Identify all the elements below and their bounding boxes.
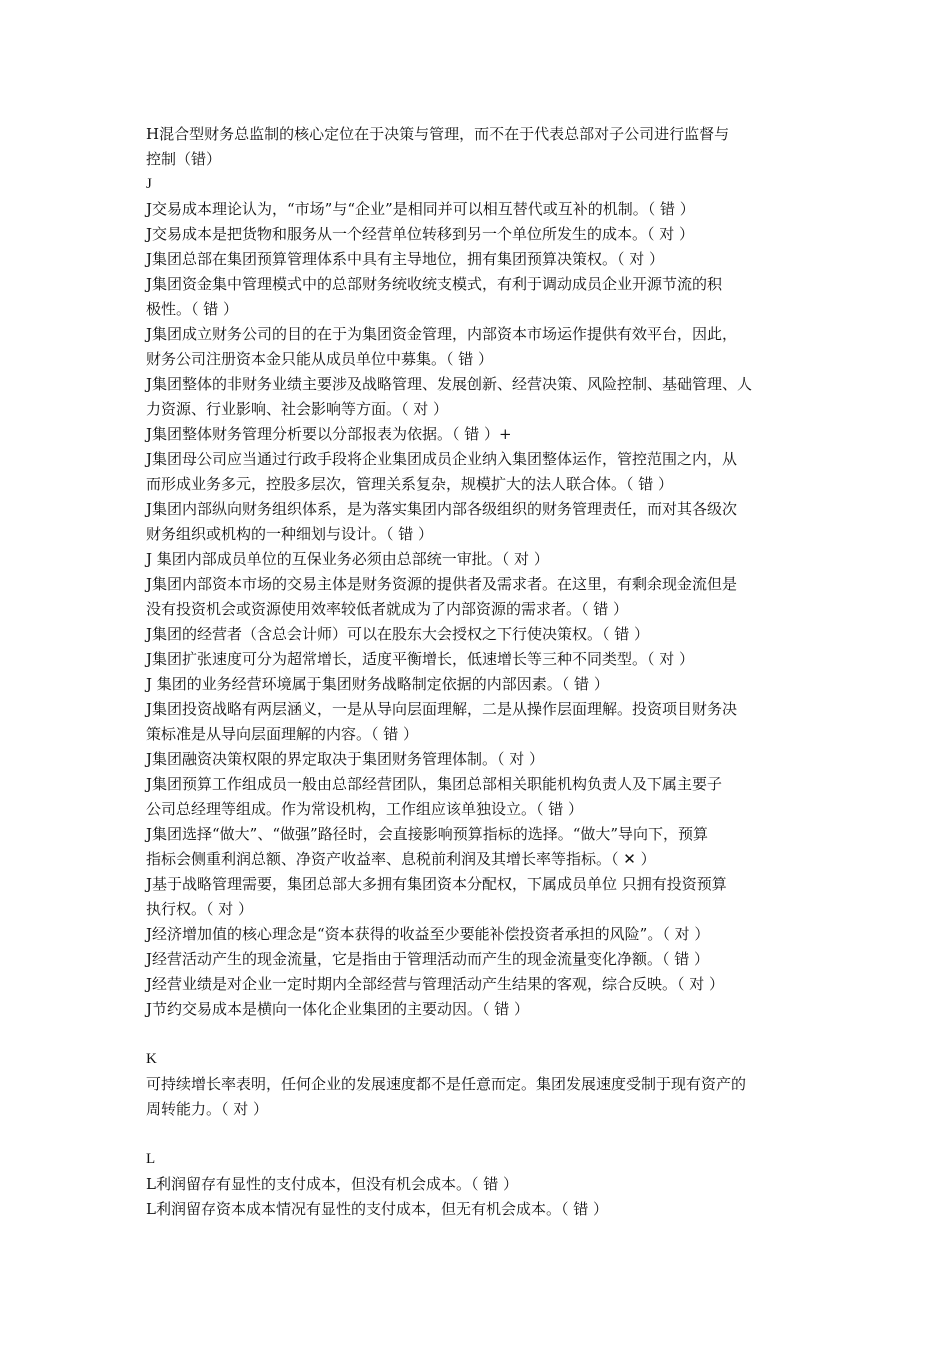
text-line: J集团整体的非财务业绩主要涉及战略管理、发展创新、经营决策、风险控制、基础管理、人: [146, 375, 753, 393]
text-line: 财务公司注册资本金只能从成员单位中募集。（ 错 ）: [146, 350, 494, 368]
text-line: J集团整体财务管理分析要以分部报表为依据。（ 错 ）+: [146, 425, 512, 443]
text-line: 控制（错）: [146, 150, 222, 168]
text-line: J经济增加值的核心理念是“资本获得的收益至少要能补偿投资者承担的风险”。（ 对 ）: [146, 925, 710, 943]
text-line: J经营业绩是对企业一定时期内全部经营与管理活动产生结果的客观，综合反映。（ 对 ）: [146, 975, 725, 993]
text-line: J集团总部在集团预算管理体系中具有主导地位，拥有集团预算决策权。（ 对 ）: [146, 250, 665, 268]
text-line: J基于战略管理需要，集团总部大多拥有集团资本分配权，下属成员单位 只拥有投资预算: [146, 875, 727, 893]
text-line: J交易成本理论认为，“市场”与“企业”是相同并可以相互替代或互补的机制。（ 错 ）: [146, 200, 695, 218]
text-line: J集团成立财务公司的目的在于为集团资金管理，内部资本市场运作提供有效平台，因此，: [146, 325, 738, 343]
text-line: L利润留存资本成本情况有显性的支付成本，但无有机会成本。（ 错 ）: [146, 1200, 609, 1218]
text-line: J集团选择“做大”、“做强”路径时，会直接影响预算指标的选择。“做大”导向下，预算: [146, 825, 709, 843]
text-line: 财务组织或机构的一种细划与设计。（ 错 ）: [146, 525, 434, 543]
text-line: J节约交易成本是横向一体化企业集团的主要动因。（ 错 ）: [146, 1000, 530, 1018]
text-line: 公司总经理等组成。作为常设机构，工作组应该单独设立。（ 错 ）: [146, 800, 584, 818]
text-line: 周转能力。（ 对 ）: [146, 1100, 269, 1118]
text-line: J集团母公司应当通过行政手段将企业集团成员企业纳入集团整体运作，管控范围之内，从: [146, 450, 738, 468]
text-line: 没有投资机会或资源使用效率较低者就成为了内部资源的需求者。（ 错 ）: [146, 600, 629, 618]
text-line: J集团内部资本市场的交易主体是财务资源的提供者及需求者。在这里，有剩余现金流但是: [146, 575, 738, 593]
text-line: 极性。（ 错 ）: [146, 300, 239, 318]
text-line: H混合型财务总监制的核心定位在于决策与管理，而不在于代表总部对子公司进行监督与: [146, 125, 730, 143]
text-line: J交易成本是把货物和服务从一个经营单位转移到另一个单位所发生的成本。（ 对 ）: [146, 225, 695, 243]
section-heading-j: J: [146, 176, 152, 192]
text-line: 指标会侧重利润总额、净资产收益率、息税前利润及其增长率等指标。（ ✕ ）: [146, 850, 656, 868]
text-line: 可持续增长率表明，任何企业的发展速度都不是任意而定。集团发展速度受制于现有资产的: [146, 1075, 747, 1093]
text-line: J集团内部纵向财务组织体系，是为落实集团内部各级组织的财务管理责任，而对其各级次: [146, 500, 738, 518]
text-line: L利润留存有显性的支付成本，但没有机会成本。（ 错 ）: [146, 1175, 518, 1193]
text-line: J经营活动产生的现金流量，它是指由于管理活动而产生的现金流量变化净额。（ 错 ）: [146, 950, 710, 968]
text-line: J集团扩张速度可分为超常增长，适度平衡增长，低速增长等三种不同类型。（ 对 ）: [146, 650, 695, 668]
text-line: J集团融资决策权限的界定取决于集团财务管理体制。（ 对 ）: [146, 750, 545, 768]
text-line: 执行权。（ 对 ）: [146, 900, 254, 918]
text-line: J集团投资战略有两层涵义，一是从导向层面理解，二是从操作层面理解。投资项目财务决: [146, 700, 738, 718]
text-line: 力资源、行业影响、社会影响等方面。（ 对 ）: [146, 400, 449, 418]
text-line: J 集团的业务经营环境属于集团财务战略制定依据的内部因素。（ 错 ）: [146, 675, 609, 693]
blank-line: [146, 1022, 810, 1047]
text-line: J集团资金集中管理模式中的总部财务统收统支模式，有利于调动成员企业开源节流的积: [146, 275, 723, 293]
text-line: J集团预算工作组成员一般由总部经营团队，集团总部相关职能机构负责人及下属主要子: [146, 775, 723, 793]
text-line: J 集团内部成员单位的互保业务必须由总部统一审批。（ 对 ）: [146, 550, 549, 568]
text-line: J集团的经营者（含总会计师）可以在股东大会授权之下行使决策权。（ 错 ）: [146, 625, 650, 643]
blank-line: [146, 1122, 810, 1147]
text-line: 策标准是从导向层面理解的内容。（ 错 ）: [146, 725, 419, 743]
section-heading-l: L: [146, 1151, 156, 1167]
document-body: [146, 122, 810, 1222]
section-heading-k: K: [146, 1051, 157, 1067]
text-line: 而形成业务多元，控股多层次，管理关系复杂，规模扩大的法人联合体。（ 错 ）: [146, 475, 674, 493]
